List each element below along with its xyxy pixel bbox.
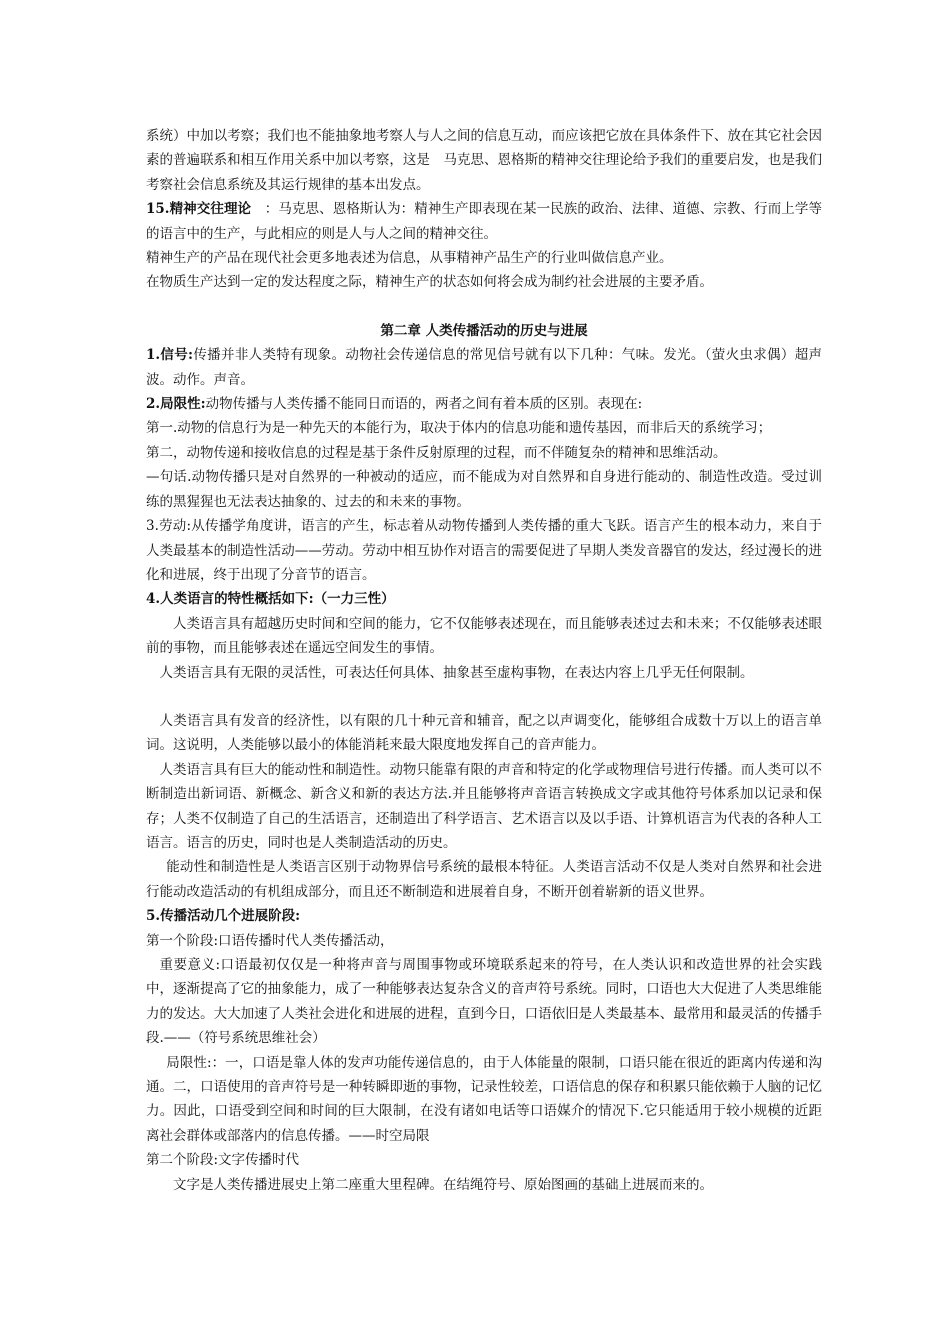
chapter-title: 第二章 人类传播活动的历史与进展 <box>380 322 588 339</box>
paragraph: 人类语言具有无限的灵活性，可表达任何具体、抽象甚至虚构事物，在表达内容上几乎无任何限制。 <box>159 664 754 681</box>
section-heading: 5.传播活动几个进展阶段: <box>146 908 301 925</box>
paragraph: 文字是人类传播进展史上第二座重大里程碑。在结绳符号、原始图画的基础上进展而来的。 <box>173 1176 713 1193</box>
paragraph-term-2 <box>146 392 822 416</box>
paragraph: 能动性和制造性是人类语言区别于动物界信号系统的最根本特征。人类语言活动不仅是人类对自然界和社会进行能动改造活动的有机组成部分，而且还不断制造和进展着自身，不断开创着崭新的语义世界。 <box>146 859 822 900</box>
paragraph: —句话.动物传播只是对自然界的一种被动的适应，而不能成为对自然界和自身进行能动的、制造性改造。受过训练的黑猩猩也无法表达抽象的、过去的和未来的事物。 <box>146 469 822 510</box>
section-heading: 4.人类语言的特性概括如下:（一力三性） <box>146 591 395 608</box>
blank-line <box>146 295 822 319</box>
paragraph: 人类语言具有发音的经济性，以有限的几十种元音和辅音，配之以声调变化，能够组合成数十万以上的语言单词。这说明，人类能够以最小的体能消耗来最大限度地发挥自己的音声能力。 <box>146 712 822 754</box>
term-label: 15.精神交往理论 <box>146 201 252 218</box>
paragraph: 人类语言具有超越历史时间和空间的能力，它不仅能够表述现在，而且能够表述过去和未来；不仅能够表述眼前的事物，而且能够表述在遥远空间发生的事情。 <box>146 615 822 657</box>
paragraph: 第一个阶段:口语传播时代人类传播活动， <box>146 932 394 949</box>
paragraph: 第一.动物的信息行为是一种先天的本能行为，取决于体内的信息功能和遗传基因，而非后天的系统学习； <box>146 420 772 437</box>
paragraph: 第二个阶段:文字传播时代 <box>146 1152 300 1169</box>
paragraph: 重要意义:口语最初仅仅是一种将声音与周围事物或环境联系起来的符号，在人类认识和改造世界的社会实践中，逐渐提高了它的抽象能力，成了一种能够表达复杂含义的音声符号系统。同时，口语也大大促进了人类思维能力的发达。大大加速了人类社会进化和进展的进程，直到今日，口语依旧是人类最基本、最常用和最灵活的传播手段.——（符号系统思维社会） <box>146 957 822 1047</box>
paragraph-term-1 <box>146 343 822 392</box>
term-text: ：马克思、恩格斯认为：精神生产即表现在某一民族的政治、法律、道德、宗教、行而上学等的语言中的生产，与此相应的则是人与人之间的精神交往。 <box>146 201 822 242</box>
paragraph: 系统）中加以考察；我们也不能抽象地考察人与人之间的信息互动，而应该把它放在具体条件下、放在其它社会因素的普遍联系和相互作用关系中加以考察，这是 马克思、恩格斯的精神交往理论给予我们的重要启发，也是我们考察社会信息系统及其运行规律的基本出发点。 <box>146 128 822 193</box>
paragraph: 第二，动物传递和接收信息的过程是基于条件反射原理的过程，而不伴随复杂的精神和思维活动。 <box>146 444 727 461</box>
paragraph: 局限性:：一，口语是靠人体的发声功能传递信息的，由于人体能量的限制，口语只能在很近的距离内传递和沟通。二，口语使用的音声符号是一种转瞬即逝的事物，记录性较差，口语信息的保存和积累只能依赖于人脑的记忆力。因此，口语受到空间和时间的巨大限制，在没有诸如电话等口语媒介的情况下.它只能适用于较小规模的近距离社会群体或部落内的信息传播。——时空局限 <box>146 1054 822 1144</box>
document-body <box>146 124 822 1197</box>
paragraph-term-15 <box>146 197 822 246</box>
term-label: 1.信号: <box>146 347 194 364</box>
blank-line <box>146 685 822 709</box>
paragraph: 在物质生产达到一定的发达程度之际，精神生产的状态如何将会成为制约社会进展的主要矛盾。 <box>146 274 713 291</box>
paragraph: 3.劳动:从传播学角度讲，语言的产生，标志着从动物传播到人类传播的重大飞跃。语言产生的根本动力，来自于人类最基本的制造性活动——劳动。劳动中相互协作对语言的需要促进了早期人类发音器官的发达，经过漫长的进化和进展，终于出现了分音节的语言。 <box>146 518 822 583</box>
paragraph: 精神生产的产品在现代社会更多地表述为信息，从事精神产品生产的行业叫做信息产业。 <box>146 250 673 267</box>
term-text: 传播并非人类特有现象。动物社会传递信息的常见信号就有以下几种：气味。发光。（萤火虫求偶）超声波。动作。声音。 <box>146 347 823 388</box>
paragraph: 人类语言具有巨大的能动性和制造性。动物只能靠有限的声音和特定的化学或物理信号进行传播。而人类可以不断制造出新词语、新概念、新含义和新的表达方法.并且能够将声音语言转换成文字或其他符号体系加以记录和保存；人类不仅制造了自己的生活语言，还制造出了科学语言、艺术语言以及以手语、计算机语言为代表的各种人工语言。语言的历史，同时也是人类制造活动的历史。 <box>146 761 822 851</box>
term-text: 动物传播与人类传播不能同日而语的，两者之间有着本质的区别。表现在: <box>205 396 643 413</box>
term-label: 2.局限性: <box>146 396 206 413</box>
